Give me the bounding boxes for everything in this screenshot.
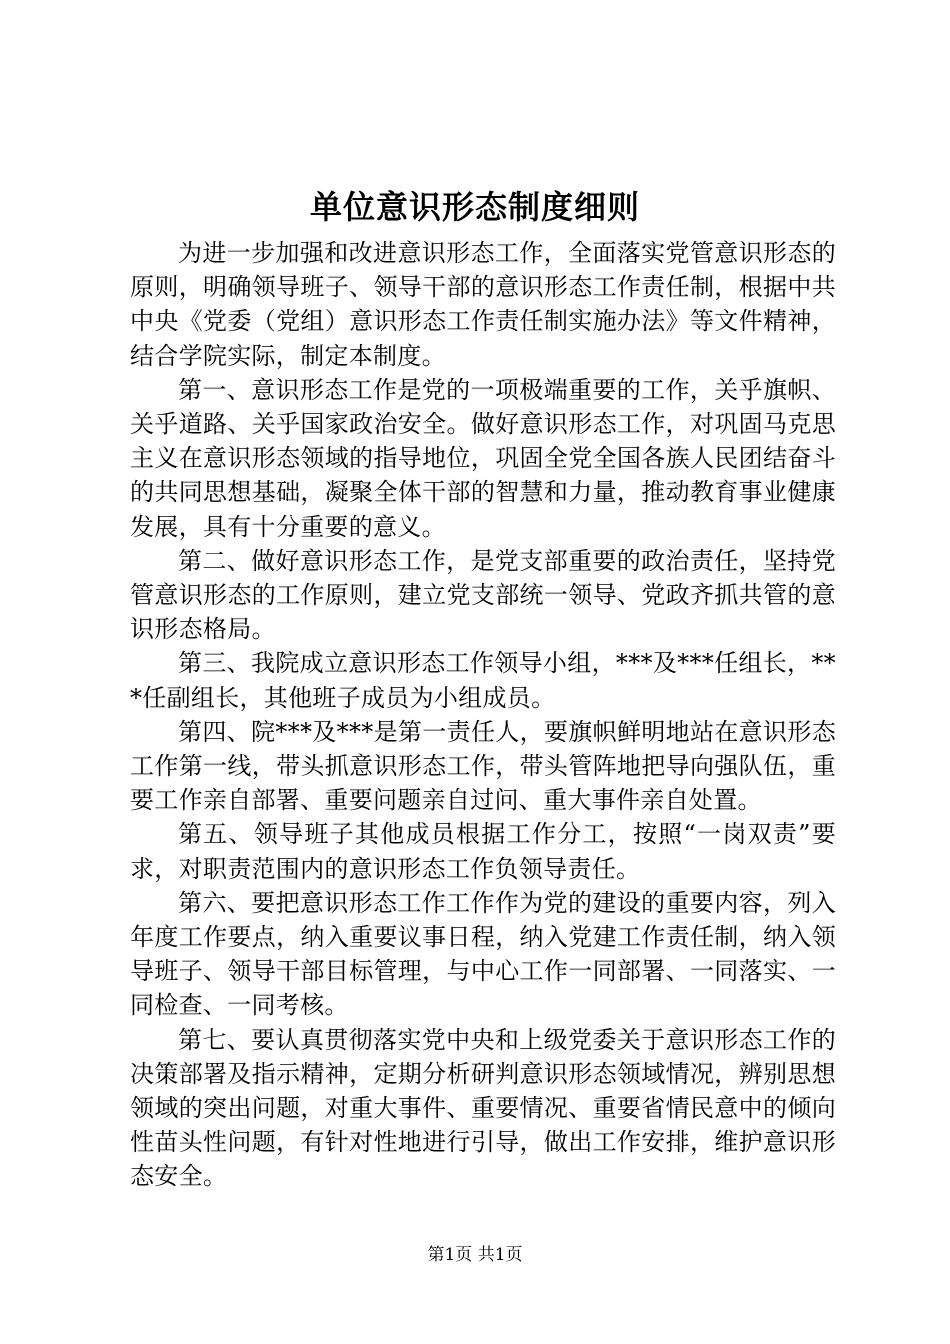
paragraph-article-4: 第四、院***及***是第一责任人，要旗帜鲜明地站在意识形态工作第一线，带头抓意识形态工作，带头管阵地把导向强队伍，重要工作亲自部署、重要问题亲自过问、重大事件亲自处置。: [130, 717, 836, 815]
paragraph-article-3: 第三、我院成立意识形态工作领导小组，***及***任组长，***任副组长，其他班子成员为小组成员。: [130, 649, 836, 712]
paragraph-article-7: 第七、要认真贯彻落实党中央和上级党委关于意识形态工作的决策部署及指示精神，定期分析研判意识形态领域情况，辨别思想领域的突出问题，对重大事件、重要情况、重要省情民意中的倾向性苗头性问题，有针对性地进行引导，做出工作安排，维护意识形态安全。: [130, 1025, 836, 1191]
paragraph-article-5: 第五、领导班子其他成员根据工作分工，按照“一岗双责”要求，对职责范围内的意识形态工作负领导责任。: [130, 820, 836, 883]
paragraph-article-2: 第二、做好意识形态工作，是党支部重要的政治责任，坚持党管意识形态的工作原则，建立党支部统一领导、党政齐抓共管的意识形态格局。: [130, 546, 836, 644]
paragraph-article-1: 第一、意识形态工作是党的一项极端重要的工作，关乎旗帜、关乎道路、关乎国家政治安全。做好意识形态工作，对巩固马克思主义在意识形态领域的指导地位，巩固全党全国各族人民团结奋斗的共同思想基础，凝聚全体干部的智慧和力量，推动教育事业健康发展，具有十分重要的意义。: [130, 375, 836, 541]
paragraph-article-6: 第六、要把意识形态工作工作作为党的建设的重要内容，列入年度工作要点，纳入重要议事日程，纳入党建工作责任制，纳入领导班子、领导干部目标管理，与中心工作一同部署、一同落实、一同检查、一同考核。: [130, 888, 836, 1020]
document-body: [130, 236, 836, 1194]
paragraph-intro: 为进一步加强和改进意识形态工作，全面落实党管意识形态的原则，明确领导班子、领导干部的意识形态工作责任制，根据中共中央《党委（党组）意识形态工作责任制实施办法》等文件精神，结合学院实际，制定本制度。: [130, 239, 836, 370]
document-title: 单位意识形态制度细则: [309, 188, 640, 226]
page-number-footer: 第1页 共1页: [427, 1245, 523, 1265]
